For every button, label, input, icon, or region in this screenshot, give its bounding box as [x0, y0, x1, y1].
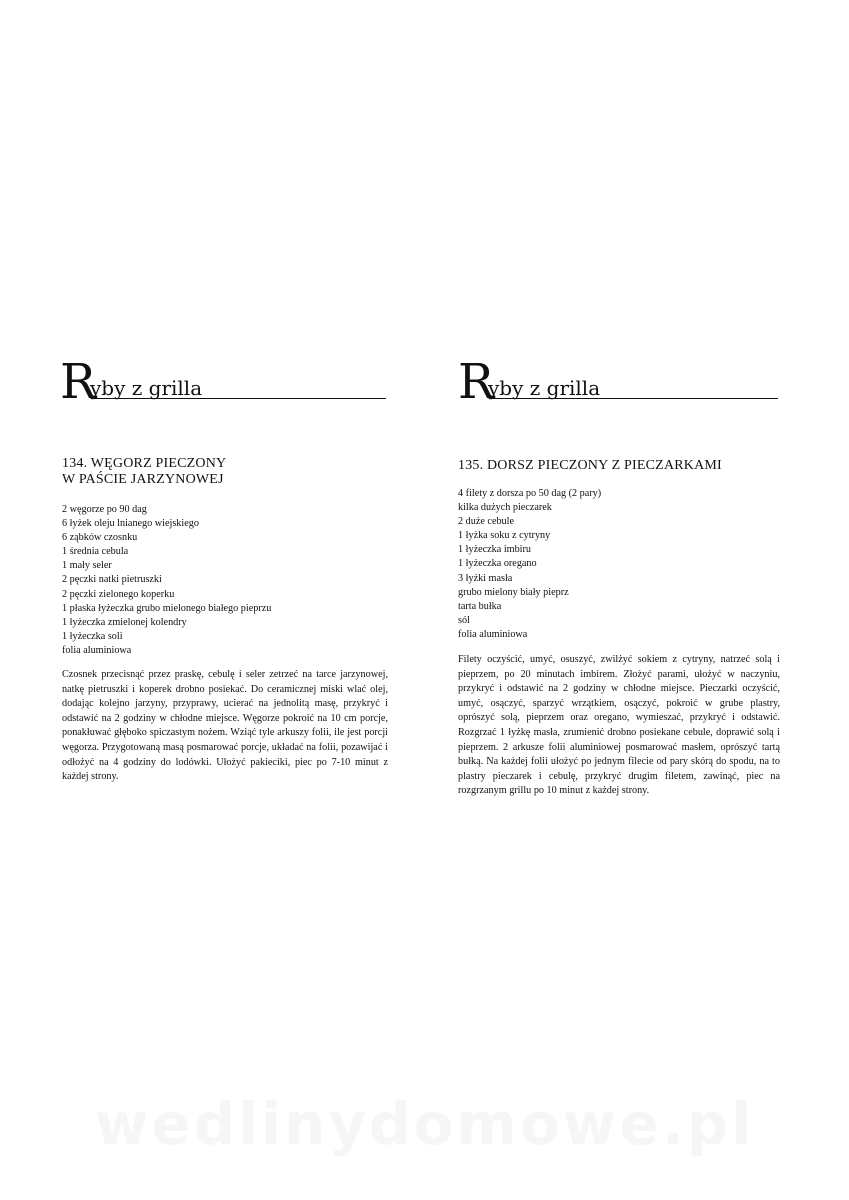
ingredient-item: 4 filety z dorsza po 50 dag (2 pary) — [458, 488, 602, 499]
ingredient-item: grubo mielony biały pieprz — [458, 586, 569, 598]
ingredient-item: 1 mały seler — [62, 560, 112, 572]
left-chapter-header — [60, 354, 386, 410]
ingredient-item: 6 ząbków czosnku — [62, 532, 138, 544]
ingredient-item: 1 łyżka soku z cytryny — [458, 530, 551, 542]
left-recipe-title — [62, 456, 226, 488]
right-chapter-header — [458, 354, 778, 410]
ingredient-item: 1 łyżeczka imbiru — [458, 544, 531, 556]
right-header-rule — [490, 398, 778, 399]
ingredient-item: sól — [458, 614, 470, 626]
left-ingredients-list — [62, 503, 271, 658]
right-chapter-title: yby z grilla — [488, 376, 601, 400]
left-method-text: Czosnek przecisnąć przez praskę, cebulę i seler zetrzeć na tarce jarzynowej, natkę pietruszki i koperek drobno posiekać. Do ceramicznej miski wlać olej, dodając kolejno jarzyny, przyprawy, ucierać na jednolitą masę, przykryć i odstawić na 2 godziny w chłodne miejsce. Węgorze pokroić na 10 cm porcje, ponakłuwać głęboko spiczastym nożem. Wziąć tyle arkuszy folii, ile jest porcji węgorza. Przygotowaną masą posmarować porcje, układać na folii, pozawijać i odłożyć na 4 godziny do lodówki. Ułożyć pakieciki, piec po 7-10 minut z każdej strony. — [62, 669, 388, 783]
ingredient-item: tarta bułka — [458, 600, 502, 612]
left-header-rule — [92, 398, 386, 399]
left-chapter-initial: R — [60, 354, 97, 410]
ingredient-item: 1 średnia cebula — [62, 546, 129, 558]
ingredient-item: 2 węgorze po 90 dag — [62, 504, 147, 515]
left-recipe-title-line1: 134. WĘGORZ PIECZONY — [62, 456, 227, 471]
ingredient-item: 2 duże cebule — [458, 516, 515, 528]
ingredient-item: 2 pęczki natki pietruszki — [62, 574, 162, 586]
site-watermark: wedlinydomowe.pl — [94, 1090, 755, 1158]
ingredient-item: 1 łyżeczka zmielonej kolendry — [62, 616, 187, 628]
ingredient-item: folia aluminiowa — [62, 644, 132, 656]
right-method-text: Filety oczyścić, umyć, osuszyć, zwilżyć sokiem z cytryny, natrzeć solą i pieprzem, po 20 minutach imbirem. Złożyć parami, ułożyć w naczyniu, przykryć i odstawić na 2 godziny w chłodne miejsce. Pieczarki oczyścić, umyć, osączyć, sparzyć wrzątkiem, osączyć, pokroić w grube plastry, oprószyć solą, pieprzem oraz oregano, wymieszać, przykryć i odstawić. Rozgrzać 1 łyżkę masła, zrumienić drobno posiekane cebule, doprawić solą i pieprzem. 2 arkusze folii aluminiowej posmarować masłem, oprószyć tartą bułką. Na każdej folii ułożyć po jednym filecie od pary skórą do spodu, na to plastry pieczarek i cebulę, przykryć drugim filetem, zawinąć, piec na rozgrzanym grillu po 10 minut z każdej strony. — [458, 654, 780, 797]
ingredient-item: 2 pęczki zielonego koperku — [62, 588, 175, 600]
right-chapter-initial: R — [458, 354, 495, 410]
ingredient-item: 1 łyżeczka soli — [62, 630, 123, 642]
ingredient-item: 3 łyżki masła — [458, 572, 513, 584]
ingredient-item: 1 płaska łyżeczka grubo mielonego białego pieprzu — [62, 602, 272, 614]
ingredient-item: folia aluminiowa — [458, 628, 528, 640]
ingredient-item: 1 łyżeczka oregano — [458, 558, 537, 570]
ingredient-item: 6 łyżek oleju lnianego wiejskiego — [62, 518, 199, 530]
right-ingredients-list — [458, 487, 601, 642]
right-recipe-title: 135. DORSZ PIECZONY Z PIECZARKAMI — [458, 458, 722, 473]
ingredient-item: kilka dużych pieczarek — [458, 502, 552, 514]
left-chapter-title: yby z grilla — [90, 376, 203, 400]
left-recipe-title-line2: W PAŚCIE JARZYNOWEJ — [62, 472, 224, 487]
